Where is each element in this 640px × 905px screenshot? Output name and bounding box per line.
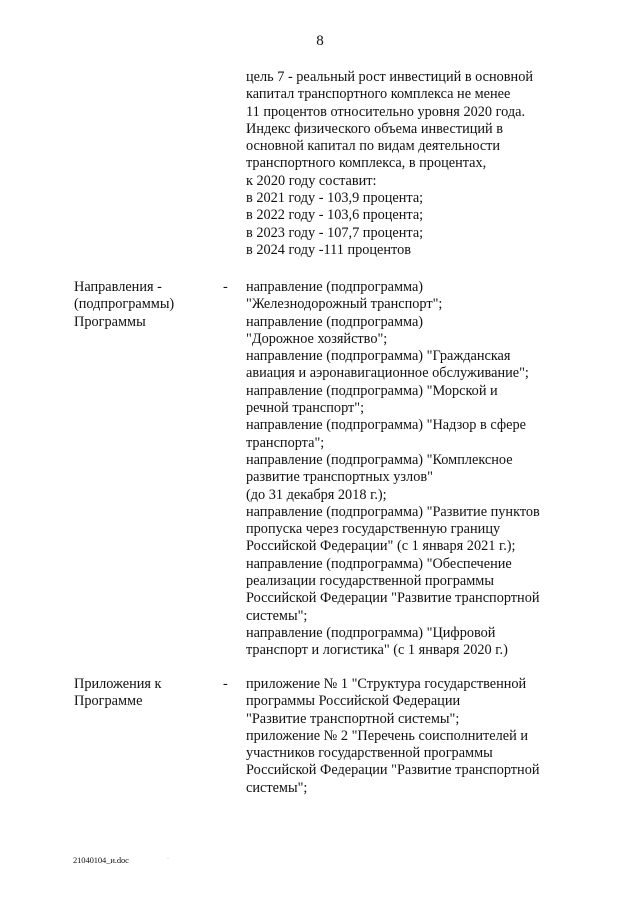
text-line: участников государственной программы [246, 745, 493, 762]
text-line: "Дорожное хозяйство"; [246, 330, 388, 347]
footer-filename: 21040104_и.doc [73, 855, 129, 865]
text-line: Российской Федерации "Развитие транспортной [246, 762, 540, 779]
text-line: направление (подпрограмма) "Комплексное [246, 451, 513, 468]
goal-text [246, 69, 533, 259]
text-line: Российской Федерации" (с 1 января 2021 г.); [246, 538, 516, 555]
text-line: направление (подпрограмма) "Морской и [246, 382, 498, 399]
text-line: авиация и аэронавигационное обслуживание"; [246, 365, 529, 382]
text-line: в 2021 году - 103,9 процента; [246, 190, 424, 207]
text-line: системы"; [246, 607, 308, 624]
text-line: основной капитал по видам деятельности [246, 138, 501, 155]
text-line: развитие транспортных узлов" [246, 469, 433, 486]
text-line: направление (подпрограмма) "Цифровой [246, 624, 496, 641]
label-line: Направления - [74, 279, 162, 295]
text-line: Индекс физического объема инвестиций в [246, 120, 504, 137]
label-line: Программе [74, 693, 143, 710]
text-line: направление (подпрограмма) "Надзор в сфере [246, 417, 526, 434]
text-line: пропуска через государственную границу [246, 521, 501, 538]
text-line: капитал транспортного комплекса не менее [246, 86, 511, 103]
footer-mark: · [167, 856, 169, 862]
text-line: в 2022 году - 103,6 процента; [246, 207, 424, 224]
text-line: "Железнодорожный транспорт"; [246, 296, 443, 313]
text-line: к 2020 году составит: [246, 172, 377, 189]
text-line: речной транспорт"; [246, 400, 365, 417]
text-line: приложение № 2 "Перечень соисполнителей и [246, 727, 528, 744]
text-line: направление (подпрограмма) "Гражданская [246, 348, 511, 365]
text-line: цель 7 - реальный рост инвестиций в основной [246, 69, 533, 85]
page-number: 8 [316, 33, 324, 49]
appendices-label [74, 676, 162, 711]
text-line: транспорт и логистика" (с 1 января 2020 г.) [246, 642, 508, 659]
text-line: программы Российской Федерации [246, 693, 461, 710]
text-line: системы"; [246, 779, 308, 796]
text-line: приложение № 1 "Структура государственной [246, 676, 527, 692]
directions-text [246, 279, 540, 660]
text-line: реализации государственной программы [246, 573, 494, 590]
directions-label [74, 279, 174, 331]
appendices-text [246, 676, 540, 797]
label-line: Программы [74, 313, 146, 330]
text-line: направление (подпрограмма) "Обеспечение [246, 555, 512, 572]
text-line: в 2023 году - 107,7 процента; [246, 224, 424, 241]
text-line: 11 процентов относительно уровня 2020 года. [246, 103, 526, 120]
text-line: направление (подпрограмма) [246, 313, 424, 330]
text-line: направление (подпрограмма) "Развитие пунктов [246, 503, 540, 520]
label-line: Приложения к [74, 676, 162, 692]
label-line: (подпрограммы) [74, 296, 175, 313]
text-line: Российской Федерации "Развитие транспортной [246, 590, 540, 607]
text-line: направление (подпрограмма) [246, 279, 424, 295]
text-line: транспорта"; [246, 434, 325, 451]
text-line: "Развитие транспортной системы"; [246, 710, 460, 727]
appendices-dash: - [223, 676, 228, 692]
text-line: в 2024 году -111 процентов [246, 241, 412, 258]
text-line: (до 31 декабря 2018 г.); [246, 486, 387, 503]
directions-dash: - [223, 279, 228, 295]
text-line: транспортного комплекса, в процентах, [246, 155, 487, 172]
